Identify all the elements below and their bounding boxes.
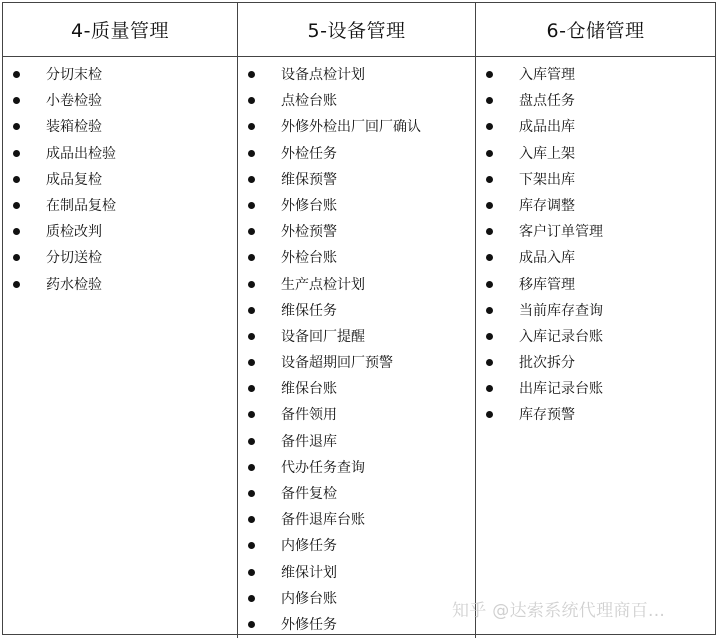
list-item xyxy=(476,350,715,376)
list-item xyxy=(238,193,475,219)
list-item xyxy=(476,402,715,428)
list-item xyxy=(238,298,475,324)
column-body-quality xyxy=(3,57,237,638)
list-item-label: 入库管理 xyxy=(519,67,575,83)
bullet-icon xyxy=(486,254,493,261)
bullet-icon xyxy=(13,97,20,104)
bullet-icon xyxy=(248,97,255,104)
list-item-label: 维保预警 xyxy=(281,171,337,188)
list-item-label: 库存预警 xyxy=(519,407,575,424)
bullet-icon xyxy=(486,385,493,392)
bullet-icon xyxy=(248,569,255,576)
list-item-label: 外修台账 xyxy=(281,197,337,214)
bullet-icon xyxy=(13,202,20,209)
list-item-label: 出库记录台账 xyxy=(519,381,603,398)
bullet-icon xyxy=(248,150,255,157)
equipment-list xyxy=(238,62,475,638)
bullet-icon xyxy=(486,202,493,209)
list-item-label: 小卷检验 xyxy=(46,93,102,110)
bullet-icon xyxy=(486,228,493,235)
list-item-label: 备件退库台账 xyxy=(281,512,365,529)
list-item xyxy=(476,298,715,324)
list-item xyxy=(476,376,715,402)
bullet-icon xyxy=(486,123,493,130)
column-header-warehouse: 6-仓储管理 xyxy=(475,3,715,57)
list-item xyxy=(476,324,715,350)
list-item xyxy=(3,88,237,114)
bullet-icon xyxy=(13,123,20,130)
list-item xyxy=(476,219,715,245)
list-item-label: 外检任务 xyxy=(281,145,337,162)
list-item-label: 盘点任务 xyxy=(519,93,575,110)
bullet-icon xyxy=(248,438,255,445)
bullet-icon xyxy=(13,254,20,261)
column-body-warehouse xyxy=(475,57,715,638)
list-item xyxy=(238,560,475,586)
bullet-icon xyxy=(248,621,255,628)
list-item xyxy=(3,114,237,140)
list-item-label: 药水检验 xyxy=(46,276,102,293)
list-item-label: 备件领用 xyxy=(281,407,337,424)
column-header-quality: 4-质量管理 xyxy=(3,3,237,57)
list-item xyxy=(238,324,475,350)
bullet-icon xyxy=(13,150,20,157)
list-item xyxy=(238,141,475,167)
bullet-icon xyxy=(13,71,20,78)
bullet-icon xyxy=(486,71,493,78)
bullet-icon xyxy=(486,281,493,288)
bullet-icon xyxy=(13,176,20,183)
list-item-label: 生产点检计划 xyxy=(281,276,365,293)
bullet-icon xyxy=(248,411,255,418)
list-item-label: 维保台账 xyxy=(281,381,337,398)
list-item xyxy=(476,88,715,114)
bullet-icon xyxy=(248,385,255,392)
list-item-label: 入库上架 xyxy=(519,145,575,162)
bullet-icon xyxy=(248,595,255,602)
bullet-icon xyxy=(486,333,493,340)
list-item-label: 外修外检出厂回厂确认 xyxy=(281,119,421,136)
bullet-icon xyxy=(13,228,20,235)
watermark: 知乎 @达索系统代理商百... xyxy=(452,601,666,621)
list-item-label: 分切送检 xyxy=(46,250,102,267)
bullet-icon xyxy=(486,307,493,314)
list-item xyxy=(238,376,475,402)
list-item-label: 外检预警 xyxy=(281,224,337,241)
list-item xyxy=(238,167,475,193)
bullet-icon xyxy=(248,516,255,523)
list-item-label: 代办任务查询 xyxy=(281,459,365,476)
list-item xyxy=(238,245,475,271)
bullet-icon xyxy=(248,359,255,366)
bullet-icon xyxy=(248,281,255,288)
list-item-label: 移库管理 xyxy=(519,276,575,293)
list-item-label: 当前库存查询 xyxy=(519,302,603,319)
list-item-label: 入库记录台账 xyxy=(519,328,603,345)
list-item xyxy=(238,455,475,481)
list-item-label: 批次拆分 xyxy=(519,355,575,372)
bullet-icon xyxy=(248,202,255,209)
list-item xyxy=(3,272,237,298)
bullet-icon xyxy=(486,411,493,418)
list-item xyxy=(238,481,475,507)
warehouse-list xyxy=(476,62,715,429)
bullet-icon xyxy=(13,281,20,288)
list-item-label: 内修任务 xyxy=(281,538,337,555)
list-item xyxy=(476,272,715,298)
list-item-label: 外检台账 xyxy=(281,250,337,267)
list-item xyxy=(3,219,237,245)
list-item-label: 质检改判 xyxy=(46,224,102,241)
bullet-icon xyxy=(248,542,255,549)
bullet-icon xyxy=(248,123,255,130)
bullet-icon xyxy=(248,71,255,78)
bullet-icon xyxy=(486,359,493,366)
list-item xyxy=(476,114,715,140)
list-item-label: 分切末检 xyxy=(46,67,102,83)
list-item-label: 维保计划 xyxy=(281,564,337,581)
list-item xyxy=(3,167,237,193)
column-header-equipment: 5-设备管理 xyxy=(237,3,475,57)
bullet-icon xyxy=(486,97,493,104)
list-item xyxy=(238,507,475,533)
list-item-label: 备件退库 xyxy=(281,433,337,450)
list-item-label: 客户订单管理 xyxy=(519,224,603,241)
bullet-icon xyxy=(248,307,255,314)
list-item-label: 设备回厂提醒 xyxy=(281,328,365,345)
list-item xyxy=(238,272,475,298)
module-table xyxy=(2,2,716,635)
list-item xyxy=(3,245,237,271)
list-item xyxy=(238,533,475,559)
list-item xyxy=(238,88,475,114)
list-item xyxy=(238,114,475,140)
bullet-icon xyxy=(486,150,493,157)
list-item-label: 外修任务 xyxy=(281,616,337,633)
list-item xyxy=(238,586,475,612)
bullet-icon xyxy=(248,333,255,340)
list-item-label: 设备点检计划 xyxy=(281,67,365,83)
list-item-label: 设备超期回厂预警 xyxy=(281,355,393,372)
quality-list xyxy=(3,62,237,298)
list-item xyxy=(476,141,715,167)
list-item-label: 点检台账 xyxy=(281,93,337,110)
bullet-icon xyxy=(248,228,255,235)
list-item-label: 成品入库 xyxy=(519,250,575,267)
list-item xyxy=(238,219,475,245)
list-item-label: 成品出检验 xyxy=(46,145,116,162)
bullet-icon xyxy=(248,490,255,497)
list-item xyxy=(476,167,715,193)
bullet-icon xyxy=(248,176,255,183)
list-item xyxy=(476,193,715,219)
list-item-label: 维保任务 xyxy=(281,302,337,319)
bullet-icon xyxy=(248,464,255,471)
bullet-icon xyxy=(486,176,493,183)
list-item-label: 库存调整 xyxy=(519,197,575,214)
list-item xyxy=(3,62,237,88)
list-item-label: 成品出库 xyxy=(519,119,575,136)
list-item xyxy=(238,429,475,455)
list-item-label: 备件复检 xyxy=(281,486,337,502)
list-item xyxy=(3,141,237,167)
list-item xyxy=(238,350,475,376)
list-item-label: 成品复检 xyxy=(46,171,102,188)
list-item xyxy=(3,193,237,219)
list-item xyxy=(476,62,715,88)
column-body-equipment xyxy=(237,57,475,638)
list-item-label: 内修台账 xyxy=(281,590,337,607)
list-item-label: 装箱检验 xyxy=(46,119,102,136)
list-item-label: 下架出库 xyxy=(519,171,575,188)
bullet-icon xyxy=(248,254,255,261)
list-item xyxy=(238,612,475,638)
list-item xyxy=(238,402,475,428)
list-item xyxy=(476,245,715,271)
list-item xyxy=(238,62,475,88)
list-item-label: 在制品复检 xyxy=(46,197,116,214)
